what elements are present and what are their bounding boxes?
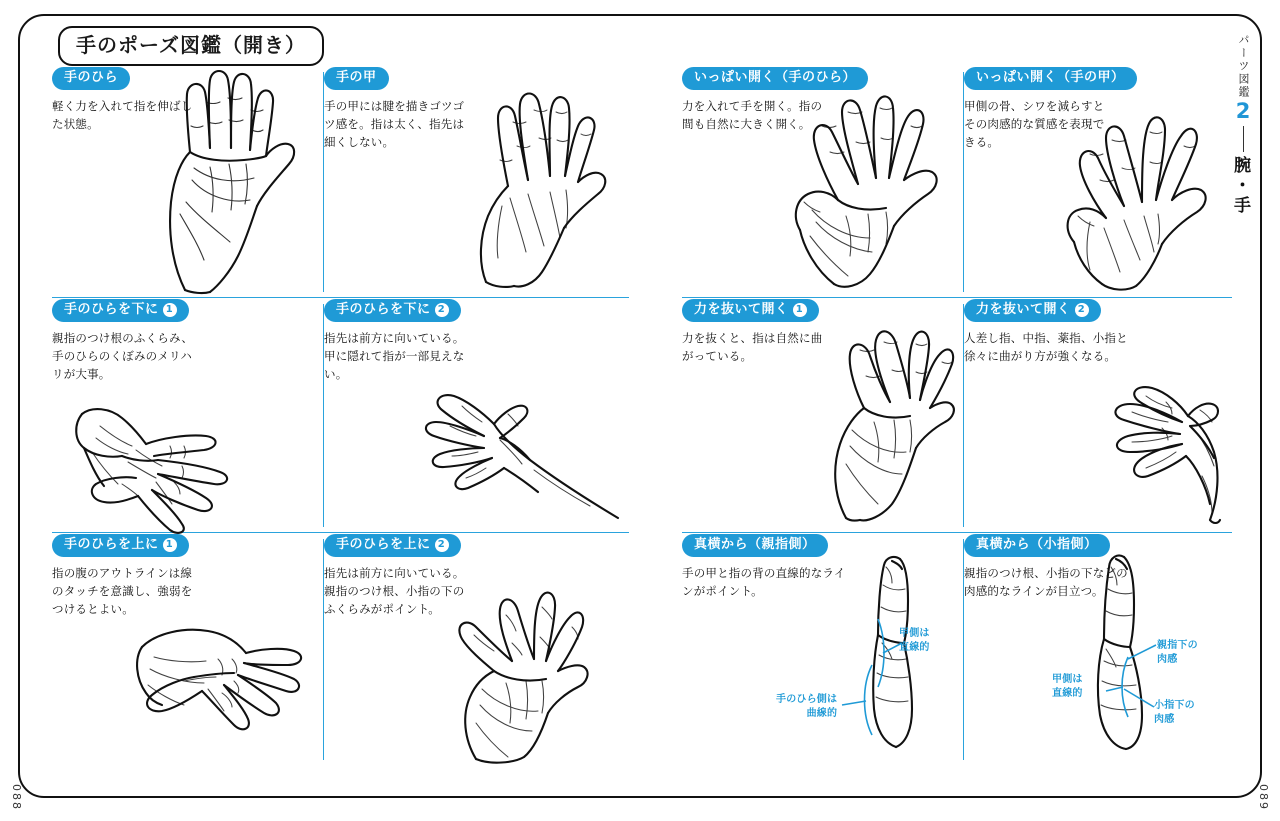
panel-relaxed-open-1: [682, 298, 964, 533]
callout-side-thumb-back: 甲側は 直線的: [899, 628, 930, 653]
panel-tag: 力を抜いて開く 2: [964, 299, 1101, 322]
illustration-palm: [158, 64, 328, 294]
panel-side-pinky: [964, 533, 1232, 766]
panel-grid: [52, 66, 1232, 766]
panel-description: 力を入れて手を開く。指の間も自然に大きく開く。: [682, 99, 823, 132]
panel-palm-up-1: [52, 533, 324, 766]
illustration-open-wide-palm: [790, 70, 970, 295]
panel-description: 手の甲と指の背の直線的なラインがポイント。: [682, 566, 846, 599]
callout-side-pinky-back: 甲側は 直線的: [1052, 674, 1083, 699]
panel-description: 指先は前方に向いている。親指のつけ根、小指の下のふくらみがポイント。: [324, 566, 465, 616]
callout-side-thumb-palm: 手のひら側は 曲線的: [776, 694, 838, 719]
panel-palm: [52, 66, 324, 298]
folio-right: 089: [1257, 784, 1270, 811]
panel-tag: 力を抜いて開く 1: [682, 299, 819, 322]
page-title: 手のポーズ図鑑（開き）: [58, 26, 324, 66]
panel-description: 人差し指、中指、薬指、小指と徐々に曲がり方が強くなる。: [964, 331, 1128, 364]
panel-tag: 手のひらを上に 1: [52, 534, 189, 557]
illustration-palm-up-2: [450, 573, 640, 763]
panel-tag: いっぱい開く（手のひら）: [682, 67, 868, 90]
chapter-tab-number: 2: [1235, 99, 1251, 123]
panel-description: 指の腹のアウトラインは線のタッチを意識し、強弱をつけるとよい。: [52, 566, 193, 616]
panel-tag: 手のひらを下に 2: [324, 299, 461, 322]
illustration-relaxed-open-2: [1050, 348, 1235, 528]
panel-palm-down-1: [52, 298, 324, 533]
panel-description: 親指のつけ根、小指の下などの肉感的なラインが目立つ。: [964, 566, 1128, 599]
chapter-tab-label: パーツ図鑑: [1237, 34, 1250, 99]
panel-badge: 2: [435, 538, 449, 552]
panel-badge: 1: [163, 303, 177, 317]
panel-description: 手の甲には腱を描きゴツゴツ感を。指は太く、指先は細くしない。: [324, 99, 465, 149]
illustration-palm-down-2: [404, 378, 634, 528]
illustration-palm-down-1: [66, 386, 316, 531]
chapter-tab-main: 腕・手: [1230, 156, 1250, 216]
panel-tag: 真横から（小指側）: [964, 534, 1110, 557]
panel-tag: 手のひら: [52, 67, 130, 90]
panel-relaxed-open-2: [964, 298, 1232, 533]
panel-tag: 手のひらを下に 1: [52, 299, 189, 322]
panel-back-of-hand: [324, 66, 629, 298]
chapter-tab-rule: [1243, 126, 1244, 152]
panel-open-wide-palm: [682, 66, 964, 298]
panel-badge: 2: [1075, 303, 1089, 317]
panel-side-thumb: [682, 533, 964, 766]
illustration-palm-up-1: [122, 601, 322, 756]
panel-open-wide-back: [964, 66, 1232, 298]
panel-description: 力を抜くと、指は自然に曲がっている。: [682, 331, 823, 364]
illustration-open-wide-back: [1060, 92, 1235, 292]
panel-tag: いっぱい開く（手の甲）: [964, 67, 1137, 90]
illustration-relaxed-open-1: [822, 304, 967, 529]
panel-tag: 真横から（親指側）: [682, 534, 828, 557]
panel-badge: 1: [793, 303, 807, 317]
panel-palm-up-2: [324, 533, 629, 766]
panel-tag: 手のひらを上に 2: [324, 534, 461, 557]
panel-tag: 手の甲: [324, 67, 389, 90]
panel-description: 指先は前方に向いている。甲に隠れて指が一部見えない。: [324, 331, 465, 381]
panel-badge: 2: [435, 303, 449, 317]
panel-description: 軽く力を入れて指を伸ばした状態。: [52, 99, 193, 132]
chapter-tab: [1228, 34, 1258, 216]
panel-description: 親指のつけ根のふくらみ、手のひらのくぼみのメリハリが大事。: [52, 331, 194, 381]
callout-side-pinky-pinky-base: 小指下の 肉感: [1154, 700, 1195, 725]
folio-left: 088: [10, 784, 23, 811]
illustration-back-of-hand: [464, 76, 629, 291]
panel-description: 甲側の骨、シワを減らすとその肉感的な質感を表現できる。: [964, 99, 1105, 149]
callout-side-pinky-thumb-base: 親指下の 肉感: [1157, 640, 1198, 665]
panel-palm-down-2: [324, 298, 629, 533]
panel-badge: 1: [163, 538, 177, 552]
